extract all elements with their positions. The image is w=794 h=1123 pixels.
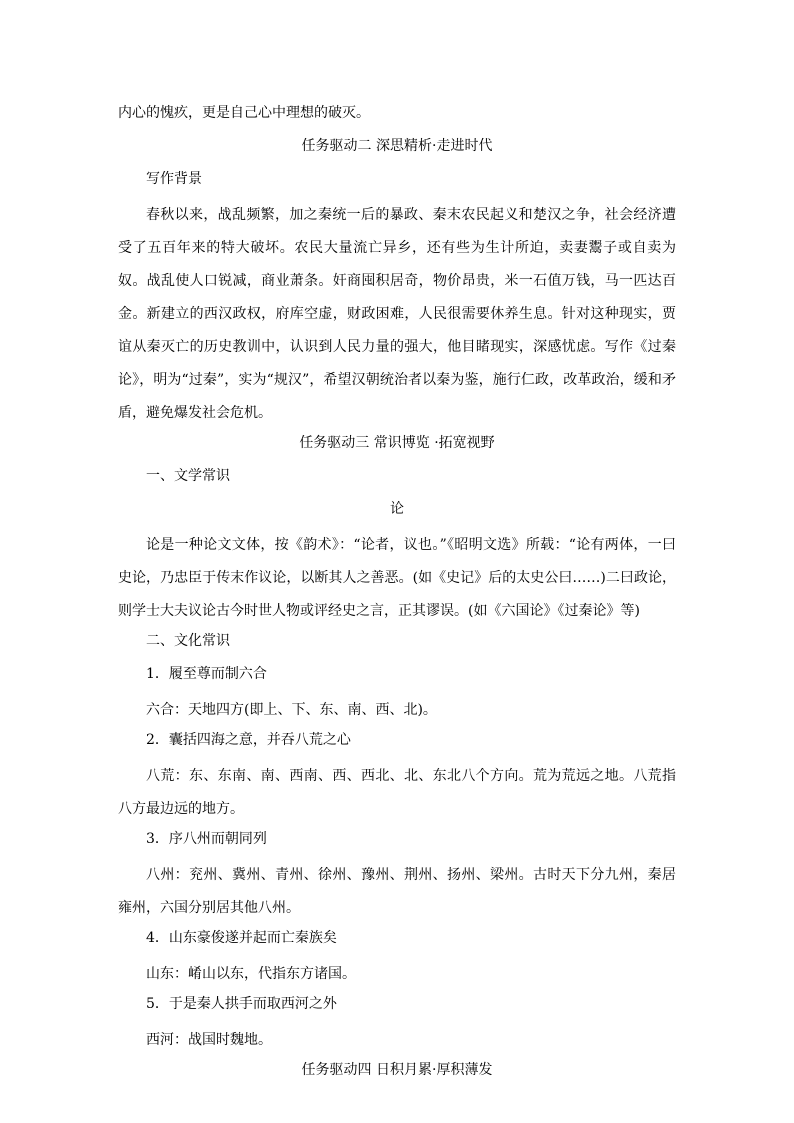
background-title: 写作背景: [146, 171, 202, 187]
task3-heading: 任务驱动三 常识博览 ·拓宽视野: [299, 435, 495, 451]
culture-item-desc: 六合：天地四方(即上、下、东、南、西、北)。: [146, 702, 437, 718]
literature-section-title: 一、文学常识: [146, 468, 230, 484]
lun-title: 论: [390, 501, 404, 517]
culture-item-title: 4．山东豪俊遂并起而亡秦族矣: [146, 930, 337, 946]
culture-item-desc: 八州：兖州、冀州、青州、徐州、豫州、荆州、扬州、梁州。古时天下分九州，秦居雍州，六国分别居其他八州。: [118, 867, 676, 916]
culture-item-title: 1．履至尊而制六合: [146, 666, 267, 682]
culture-item-desc: 山东：崤山以东，代指东方诸国。: [146, 966, 356, 982]
document-body: [118, 100, 676, 1090]
background-paragraph: 春秋以来，战乱频繁，加之秦统一后的暴政、秦末农民起义和楚汉之争，社会经济遭受了五百年来的特大破坏。农民大量流亡异乡，还有些为生计所迫，卖妻鬻子或自卖为奴。战乱使人口锐减，商业萧条。奸商囤积居奇，物价昂贵，米一石值万钱，马一匹达百金。新建立的西汉政权，府库空虚，财政困难，人民很需要休养生息。针对这种现实，贾谊从秦灭亡的历史教训中，认识到人民力量的强大，他目睹现实，深感忧虑。写作《过秦论》，明为“过秦”，实为“规汉”，希望汉朝统治者以秦为鉴，施行仁政，改革政治，缓和矛盾，避免爆发社会危机。: [118, 207, 676, 421]
culture-item-desc: 西河：战国时魏地。: [146, 1032, 272, 1048]
culture-item-title: 2．囊括四海之意，并吞八荒之心: [146, 732, 351, 748]
culture-item-title: 5．于是秦人拱手而取西河之外: [146, 996, 337, 1012]
task4-heading: 任务驱动四 日积月累·厚积薄发: [301, 1062, 493, 1078]
task2-heading: 任务驱动二 深思精析·走进时代: [301, 138, 493, 154]
culture-item-title: 3．序八州而朝同列: [146, 831, 267, 847]
culture-item-desc: 八荒：东、东南、南、西南、西、西北、北、东北八个方向。荒为荒远之地。八荒指八方最边远的地方。: [118, 768, 676, 817]
lun-paragraph: 论是一种论文文体，按《韵术》：“论者，议也。”《昭明文选》所载：“论有两体，一曰史论，乃忠臣于传末作议论，以断其人之善恶。(如《史记》后的太史公曰……)二曰政论，则学士大夫议论古今时世人物或评经史之言，正其谬误。(如《六国论》《过秦论》等): [118, 537, 676, 619]
culture-section-title: 二、文化常识: [146, 633, 230, 649]
intro-tail-text: 内心的愧疚，更是自己心中理想的破灭。: [118, 105, 370, 121]
